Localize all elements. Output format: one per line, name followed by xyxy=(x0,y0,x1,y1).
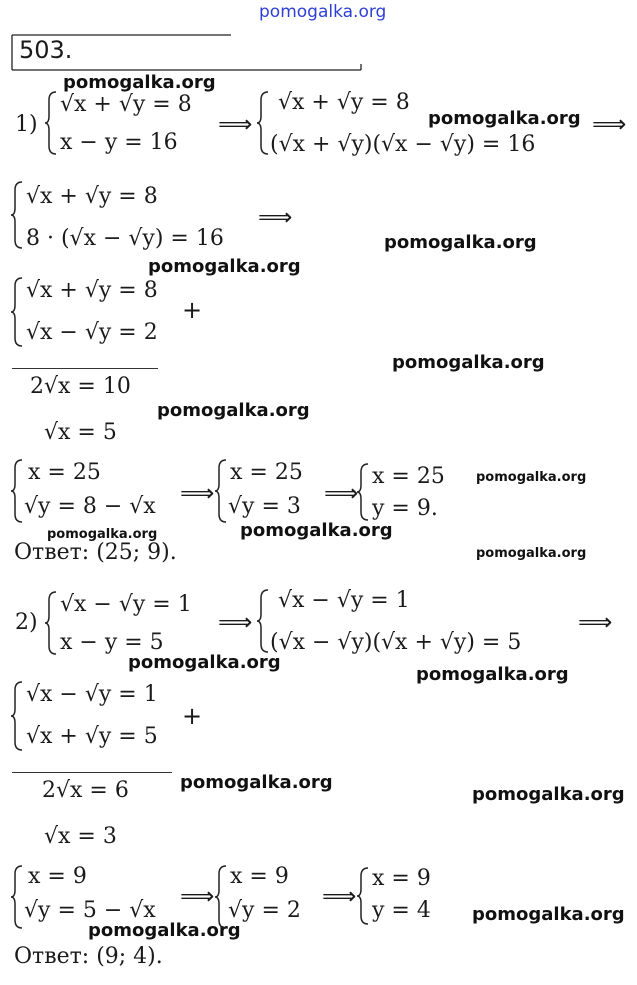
watermark: pomogalka.org xyxy=(47,527,158,542)
equation: √x = 5 xyxy=(44,420,117,445)
equation: x = 25 xyxy=(230,460,303,485)
implies-arrow: ⟹ xyxy=(258,203,293,231)
equation: √x − √y = 1 xyxy=(26,682,158,707)
system-brace xyxy=(10,864,24,930)
equation: √y = 5 − √x xyxy=(24,898,156,923)
watermark: pomogalka.org xyxy=(148,256,301,277)
watermark: pomogalka.org xyxy=(128,652,281,673)
problem-number: 503. xyxy=(19,36,73,64)
plus-sign: + xyxy=(182,702,203,730)
system-brace xyxy=(44,590,58,656)
equation: √x + √y = 8 xyxy=(60,92,192,117)
answer-2: Ответ: (9; 4). xyxy=(14,944,163,969)
system-brace xyxy=(256,588,270,654)
system-brace xyxy=(10,276,24,348)
implies-arrow: ⟹ xyxy=(180,882,215,910)
equation: 2√x = 6 xyxy=(42,778,129,803)
equation: √y = 3 xyxy=(228,494,301,519)
system-brace xyxy=(10,680,24,752)
equation: √y = 8 − √x xyxy=(24,494,156,519)
watermark: pomogalka.org xyxy=(88,920,241,941)
watermark: pomogalka.org xyxy=(472,904,625,925)
equation: x = 25 xyxy=(28,460,101,485)
equation: √x + √y = 8 xyxy=(26,278,158,303)
equation: √x + √y = 8 xyxy=(26,184,158,209)
sum-line xyxy=(12,368,158,369)
equation: √x + √y = 8 xyxy=(278,90,410,115)
implies-arrow: ⟹ xyxy=(578,608,613,636)
equation: x = 9 xyxy=(372,866,431,891)
implies-arrow: ⟹ xyxy=(218,608,253,636)
sum-line xyxy=(12,772,172,773)
equation: √x = 3 xyxy=(44,824,117,849)
implies-arrow: ⟹ xyxy=(322,882,357,910)
problem-number-box xyxy=(11,34,361,70)
watermark: pomogalka.org xyxy=(392,352,545,373)
watermark: pomogalka.org xyxy=(476,470,587,485)
equation: x − y = 16 xyxy=(60,130,178,155)
equation: √y = 2 xyxy=(228,898,301,923)
equation: (√x − √y)(√x + √y) = 5 xyxy=(270,630,522,655)
implies-arrow: ⟹ xyxy=(324,479,359,507)
site-header-watermark[interactable]: pomogalka.org xyxy=(259,2,387,22)
watermark: pomogalka.org xyxy=(63,72,216,93)
plus-sign: + xyxy=(182,296,203,324)
equation: 8 · (√x − √y) = 16 xyxy=(26,226,224,251)
system-brace xyxy=(356,866,370,926)
equation: √x − √y = 1 xyxy=(60,592,192,617)
implies-arrow: ⟹ xyxy=(218,110,253,138)
watermark: pomogalka.org xyxy=(476,546,587,561)
answer-1: Ответ: (25; 9). xyxy=(14,540,177,565)
equation: x = 25 xyxy=(372,464,445,489)
equation: y = 9. xyxy=(372,496,438,521)
watermark: pomogalka.org xyxy=(428,108,581,129)
equation: 2√x = 10 xyxy=(30,374,131,399)
system-brace xyxy=(256,90,270,156)
watermark: pomogalka.org xyxy=(384,232,537,253)
equation: y = 4 xyxy=(372,898,431,923)
system-brace xyxy=(214,864,228,930)
system-brace xyxy=(10,458,24,524)
part-2-label: 2) xyxy=(15,610,38,635)
equation: x = 9 xyxy=(28,864,87,889)
system-brace xyxy=(44,90,58,156)
part-1-label: 1) xyxy=(15,112,38,137)
equation: √x − √y = 1 xyxy=(278,588,410,613)
equation: √x + √y = 5 xyxy=(26,724,158,749)
equation: √x − √y = 2 xyxy=(26,320,158,345)
watermark: pomogalka.org xyxy=(472,784,625,805)
watermark: pomogalka.org xyxy=(416,664,569,685)
implies-arrow: ⟹ xyxy=(180,479,215,507)
implies-arrow: ⟹ xyxy=(592,110,627,138)
equation: x = 9 xyxy=(230,864,289,889)
system-brace xyxy=(356,462,370,522)
watermark: pomogalka.org xyxy=(240,520,393,541)
watermark: pomogalka.org xyxy=(180,772,333,793)
equation: (√x + √y)(√x − √y) = 16 xyxy=(270,132,536,157)
watermark: pomogalka.org xyxy=(157,400,310,421)
system-brace xyxy=(10,180,24,250)
system-brace xyxy=(214,458,228,524)
equation: x − y = 5 xyxy=(60,630,164,655)
